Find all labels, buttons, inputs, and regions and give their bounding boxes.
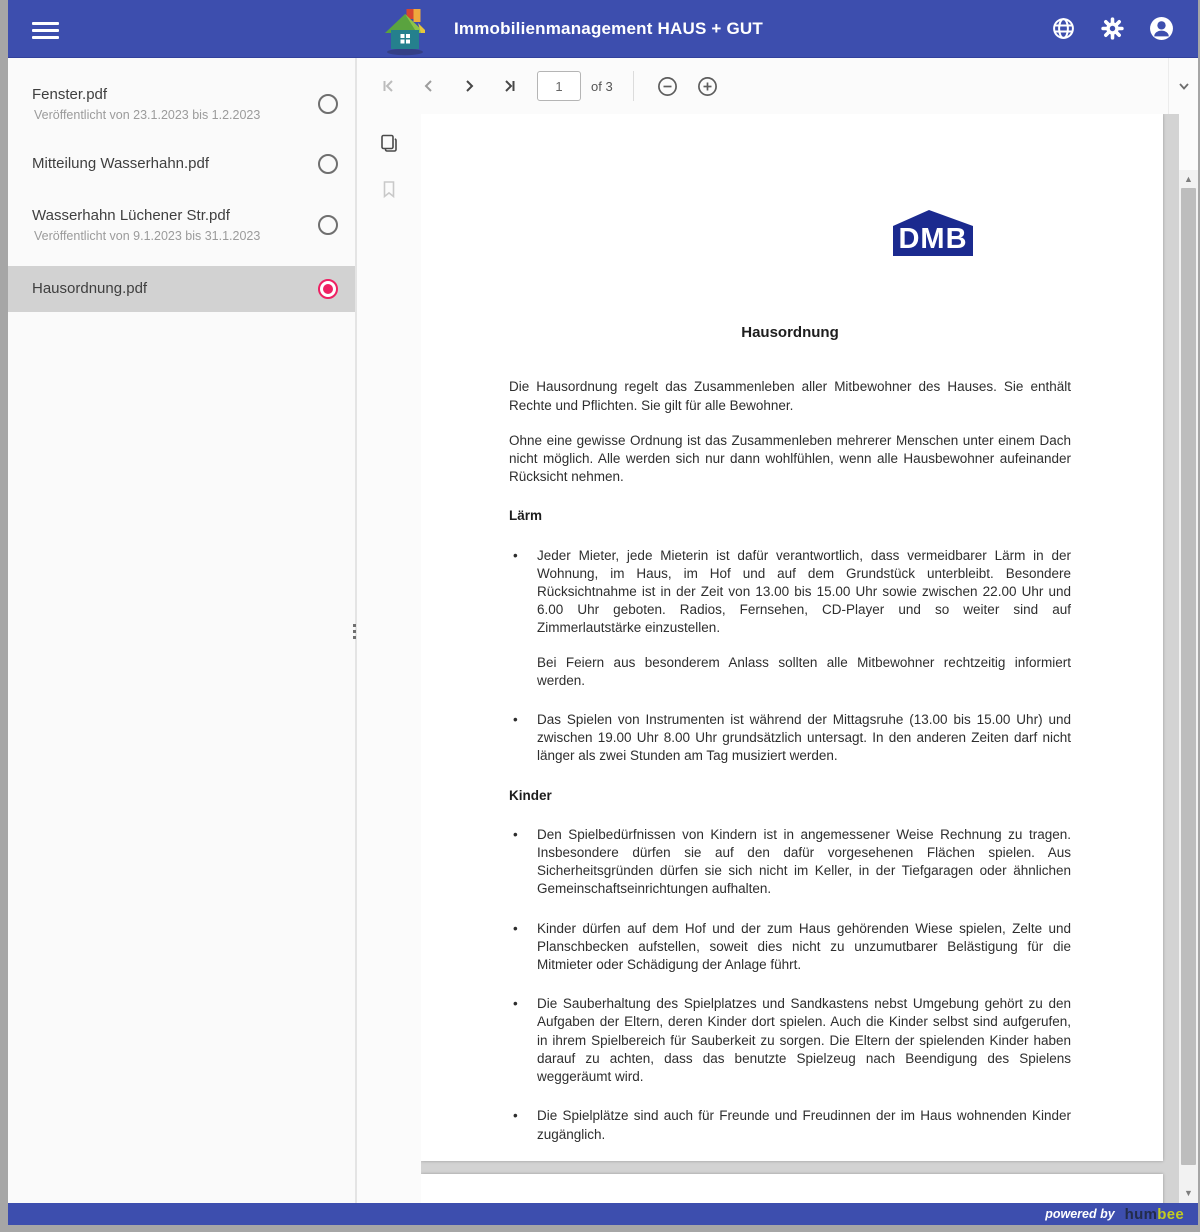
powered-by-label: powered by — [1045, 1207, 1115, 1221]
document-canvas — [421, 114, 1179, 1203]
app-header — [8, 0, 1198, 58]
toolbar-divider — [633, 71, 634, 101]
language-button[interactable] — [1050, 16, 1076, 42]
document-heading: Hausordnung — [741, 324, 839, 342]
document-content — [421, 324, 1163, 1144]
document-title: Wasserhahn Lüchener Str.pdf — [32, 207, 230, 224]
bullet-list — [509, 711, 1071, 766]
house-logo-icon — [382, 6, 428, 56]
radio-button-selected[interactable] — [318, 279, 338, 299]
viewer-side-rail — [357, 114, 421, 1203]
viewer-body — [357, 114, 1198, 1203]
document-title: Hausordnung.pdf — [32, 280, 148, 297]
page-number-input[interactable] — [537, 71, 581, 101]
bullet-item: • Jeder Mieter, jede Mieterin ist dafür verantwortlich, dass vermeidbarer Lärm in der Wohnung, im Haus, im Hof und auf dem Grundstück unterbleibt. Besondere Rücksichtnahme ist in der Zeit von 13.00 bis 15.00 Uhr sowie zwischen 22.00 Uhr und 6.00 Uhr geboten. Radios, Fernsehen, CD-Player und so weiter sind auf Zimmerlautstärke einzustellen. — [509, 547, 1071, 638]
scroll-up-icon[interactable]: ▲ — [1179, 172, 1198, 187]
zoom-out-button[interactable] — [653, 71, 683, 101]
svg-text:DMB: DMB — [898, 223, 968, 255]
document-subtitle: Veröffentlicht von 23.1.2023 bis 1.2.2023 — [34, 108, 261, 122]
header-actions — [1050, 0, 1174, 57]
radio-button[interactable] — [318, 154, 338, 174]
menu-bar — [32, 22, 59, 25]
chevron-down-icon — [1176, 78, 1192, 94]
brand — [382, 0, 763, 57]
previous-page-button[interactable] — [414, 71, 444, 101]
page-count-label: of 3 — [591, 78, 613, 94]
list-item-mitteilung-wasserhahn[interactable] — [8, 141, 355, 187]
gear-icon — [1101, 17, 1124, 40]
bullet-item: • Kinder dürfen auf dem Hof und der zum Haus gehörenden Wiese spielen, Zelte und Planschbecken aufstellen, soweit dies nicht zu unzumutbarer Belästigung für die Mitmieter oder Schädigung der Anlage führt. — [509, 920, 1071, 975]
globe-icon — [1052, 17, 1075, 40]
list-item-wasserhahn-luechener[interactable] — [8, 193, 355, 256]
last-page-button[interactable] — [494, 71, 524, 101]
radio-button[interactable] — [318, 94, 338, 114]
zoom-in-icon — [697, 76, 718, 97]
humbee-logo-hum: hum — [1124, 1205, 1158, 1223]
zoom-out-icon — [657, 76, 678, 97]
bullet-item: • Das Spielen von Instrumenten ist während der Mittagsruhe (13.00 bis 15.00 Uhr) und zwischen 19.00 Uhr 8.00 Uhr grundsätzlich untersagt. In den anderen Zeiten darf nicht länger als zwei Stunden am Tag musiziert werden. — [509, 711, 1071, 766]
bullet-item: • Die Spielplätze sind auch für Freunde und Freudinnen der im Haus wohnenden Kinder zugänglich. — [509, 1107, 1071, 1143]
document-title: Mitteilung Wasserhahn.pdf — [32, 155, 210, 172]
document-title: Fenster.pdf — [32, 86, 108, 103]
document-subtitle: Veröffentlicht von 9.1.2023 bis 31.1.2023 — [34, 229, 261, 243]
account-icon — [1149, 16, 1174, 41]
first-page-icon — [380, 77, 398, 95]
list-item-fenster[interactable] — [8, 72, 355, 135]
app-title: Immobilienmanagement HAUS + GUT — [454, 18, 763, 38]
scrollbar-thumb[interactable] — [1181, 188, 1196, 1165]
radio-button[interactable] — [318, 215, 338, 235]
list-item-hausordnung[interactable] — [8, 266, 355, 312]
menu-icon[interactable] — [28, 14, 68, 44]
thumbnails-panel-button[interactable] — [374, 128, 404, 158]
thumbnails-icon — [379, 133, 399, 153]
paragraph: Die Hausordnung regelt das Zusammenleben aller Mitbewohner des Hauses. Sie enthält Rechte und Pflichten. Sie gilt für alle Bewohner. — [509, 379, 1071, 413]
next-page-icon — [460, 77, 478, 95]
section-heading-laerm: Lärm — [509, 508, 543, 524]
menu-bar — [32, 29, 59, 32]
bullet-item: • Den Spielbedürfnissen von Kindern ist in angemessener Weise Rechnung zu tragen. Insbesondere dürfen sie auf den dafür vorgesehenen Flächen spielen. Aus Sicherheitsgründen dürfen sie sich nicht im Keller, in der Tiefgaragen oder ähnlichen Gemeinschaftseinrichtungen aufhalten. — [509, 826, 1071, 899]
section-heading-kinder: Kinder — [509, 787, 552, 803]
settings-button[interactable] — [1099, 16, 1125, 42]
app-footer — [8, 1203, 1198, 1225]
zoom-in-button[interactable] — [693, 71, 723, 101]
paragraph: Ohne eine gewisse Ordnung ist das Zusammenleben mehrerer Menschen unter einem Dach nicht möglich. Alle werden sich nur dann wohlfühlen, wenn alle Hausbewohner aufeinander Rücksicht nehmen. — [509, 432, 1071, 485]
document-list-sidebar — [8, 58, 357, 1203]
viewer-scrollbar[interactable] — [1179, 170, 1198, 1203]
next-page-button[interactable] — [454, 71, 484, 101]
dmb-logo — [883, 209, 983, 257]
pdf-page-2 — [421, 1174, 1163, 1203]
last-page-icon — [500, 77, 518, 95]
humbee-logo — [1125, 1206, 1184, 1223]
account-button[interactable] — [1148, 16, 1174, 42]
first-page-button[interactable] — [374, 71, 404, 101]
pdf-page-1 — [421, 114, 1163, 1161]
pdf-viewer — [357, 58, 1198, 1203]
previous-page-icon — [420, 77, 438, 95]
menu-bar — [32, 36, 59, 39]
splitter-drag-handle[interactable] — [349, 619, 359, 645]
bookmarks-panel-button[interactable] — [374, 174, 404, 204]
scroll-down-icon[interactable]: ▼ — [1179, 1186, 1198, 1201]
toolbar-collapse-button[interactable] — [1168, 58, 1198, 114]
bullet-list — [509, 826, 1071, 1144]
bookmark-icon — [379, 179, 399, 199]
main-body — [8, 58, 1198, 1203]
bullet-item: • Die Sauberhaltung des Spielplatzes und Sandkastens nebst Umgebung gehört zu den Aufgaben der Eltern, deren Kinder dort spielen. Auch die Kinder selbst sind aufgerufen, in ihrem Spielbereich für Sauberkeit zu sorgen. Die Eltern der spielenden Kinder haben darauf zu achten, dass das benutzte Spielzeug nach Beendigung des Spielens weggeräumt wird. — [509, 995, 1071, 1086]
note-paragraph: Bei Feiern aus besonderem Anlass sollten alle Mitbewohner rechtzeitig informiert werden. — [537, 654, 1071, 688]
bullet-list — [509, 547, 1071, 638]
humbee-logo-bee: bee — [1157, 1205, 1184, 1223]
app-window — [8, 0, 1198, 1225]
pdf-toolbar — [357, 58, 1198, 114]
